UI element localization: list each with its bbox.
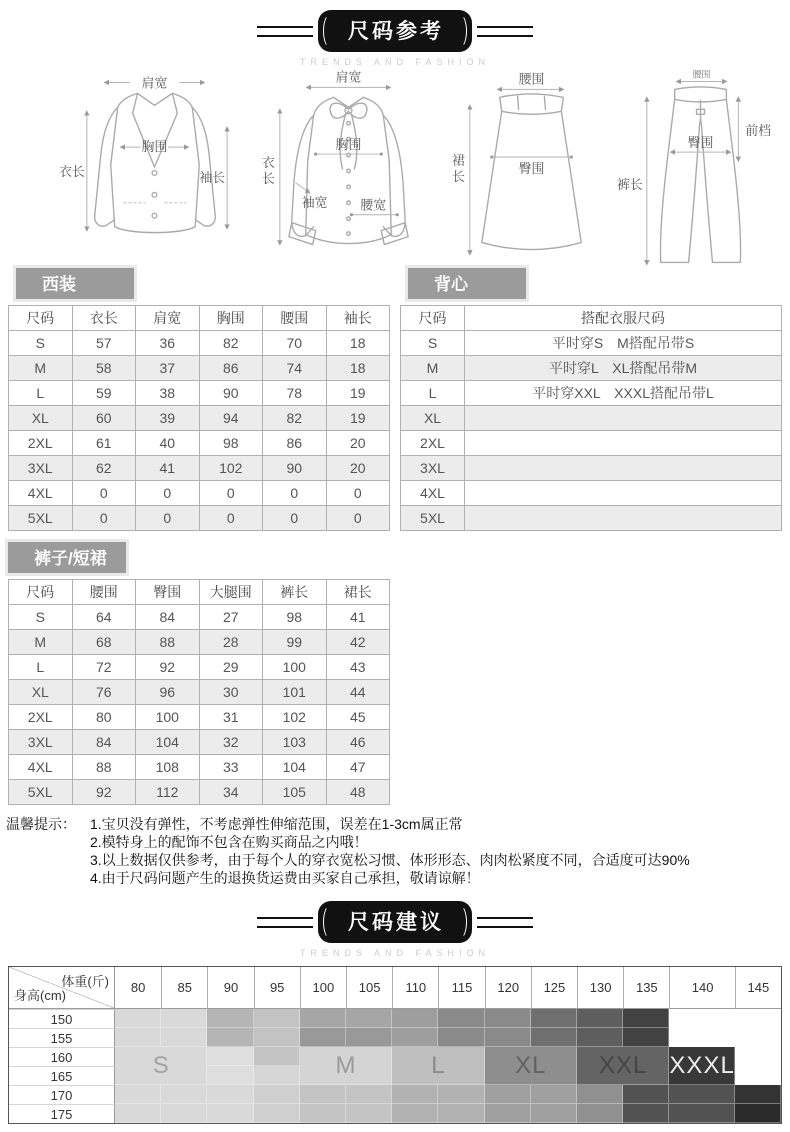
table-cell: 0	[263, 506, 327, 531]
banner-title: 尺码参考	[348, 20, 444, 43]
weight-column-header: 140	[669, 967, 734, 1009]
table-cell: 18	[326, 356, 390, 381]
weight-column-header: 115	[438, 967, 484, 1009]
table-cell: 103	[263, 730, 327, 755]
suit-table-title: 西装	[13, 265, 137, 302]
size-zone-cell	[207, 1104, 253, 1123]
size-reference-banner	[0, 10, 790, 52]
weight-column-header: 120	[485, 967, 531, 1009]
table-cell: 2XL	[9, 431, 73, 456]
table-cell: 29	[199, 655, 263, 680]
table-cell: 40	[136, 431, 200, 456]
table-cell: 19	[326, 381, 390, 406]
tip-line: 3.以上数据仅供参考，由于每个人的穿衣宽松习惯、体形形态、肉肉松紧度不同，合适度可达90%	[90, 852, 690, 868]
blazer-chest-label: 胸围	[141, 139, 168, 155]
table-cell: L	[9, 655, 73, 680]
size-zone-cell	[161, 1009, 207, 1028]
size-zone-cell	[207, 1028, 253, 1047]
table-cell: 37	[136, 356, 200, 381]
size-zone-cell	[392, 1009, 438, 1028]
weight-column-header: 125	[531, 967, 577, 1009]
size-zone-cell	[669, 1009, 734, 1028]
table-header-row	[9, 306, 390, 331]
blouse-diagram	[252, 69, 446, 261]
size-zone-cell	[531, 1009, 577, 1028]
table-cell: 48	[326, 780, 390, 805]
table-cell	[465, 481, 782, 506]
table-cell: 88	[72, 755, 136, 780]
table-cell: XL	[9, 406, 73, 431]
blouse-length-char-2: 长	[261, 170, 275, 186]
table-row	[9, 680, 390, 705]
table-cell: 0	[326, 506, 390, 531]
column-header: 尺码	[401, 306, 465, 331]
table-row	[9, 780, 390, 805]
table-cell: 20	[326, 431, 390, 456]
size-zone-cell	[623, 1085, 669, 1104]
table-cell: 64	[72, 605, 136, 630]
weight-column-header: 145	[735, 967, 781, 1009]
column-header: 肩宽	[136, 306, 200, 331]
warm-tips	[6, 815, 790, 887]
column-header: 大腿围	[199, 580, 263, 605]
size-band-label: XXXL	[669, 1047, 734, 1085]
size-zone-cell	[207, 1085, 253, 1104]
table-row	[9, 730, 390, 755]
table-cell: 100	[263, 655, 327, 680]
table-row	[9, 481, 390, 506]
table-cell: 3XL	[9, 730, 73, 755]
table-cell: 46	[326, 730, 390, 755]
axis-corner-cell	[9, 967, 115, 1009]
pants-diagram	[615, 69, 784, 269]
size-zone-cell	[735, 1104, 781, 1123]
table-cell: 60	[72, 406, 136, 431]
table-cell: 96	[136, 680, 200, 705]
weight-column-header: 80	[115, 967, 161, 1009]
column-header: 腰围	[72, 580, 136, 605]
size-zone-cell	[346, 1028, 392, 1047]
table-cell: 105	[263, 780, 327, 805]
table-cell: 84	[72, 730, 136, 755]
suit-size-table	[8, 305, 390, 531]
size-zone-cell	[438, 1028, 484, 1047]
weight-column-header: 105	[346, 967, 392, 1009]
table-cell: 72	[72, 655, 136, 680]
size-zone-cell	[438, 1085, 484, 1104]
size-band-label: XL	[485, 1047, 577, 1085]
table-cell: 41	[326, 605, 390, 630]
pants-front-rise-label: 前档	[745, 123, 772, 139]
table-row	[9, 356, 390, 381]
table-cell: 36	[136, 331, 200, 356]
size-zone-cell	[577, 1085, 623, 1104]
table-cell: 104	[136, 730, 200, 755]
table-cell: 92	[72, 780, 136, 805]
blouse-waist-width-label: 腰宽	[360, 197, 387, 213]
blazer-sleeve-label: 袖长	[199, 169, 226, 185]
table-row	[9, 506, 390, 531]
size-band-label: XXL	[577, 1047, 669, 1085]
table-cell: 34	[199, 780, 263, 805]
table-row	[9, 431, 390, 456]
table-cell: L	[9, 381, 73, 406]
table-cell: 39	[136, 406, 200, 431]
table-row	[401, 406, 782, 431]
skirt-diagram	[446, 69, 615, 261]
size-band-label: L	[392, 1047, 484, 1085]
table-cell: 86	[263, 431, 327, 456]
size-zone-cell	[669, 1028, 734, 1047]
size-zone-cell	[485, 1085, 531, 1104]
pants-hip-label: 臀围	[687, 135, 714, 151]
size-zone-cell	[115, 1085, 161, 1104]
table-row	[401, 506, 782, 531]
table-row	[9, 406, 390, 431]
column-header: 尺码	[9, 580, 73, 605]
table-cell: 98	[263, 605, 327, 630]
table-cell: 42	[326, 630, 390, 655]
table-cell: 4XL	[9, 481, 73, 506]
pants-length-label: 裤长	[616, 176, 643, 192]
blazer-diagram	[58, 69, 252, 257]
table-cell: 4XL	[9, 755, 73, 780]
table-cell: 0	[72, 506, 136, 531]
warm-tips-label: 温馨提示：	[6, 816, 76, 832]
table-cell: 41	[136, 456, 200, 481]
size-zone-cell	[485, 1028, 531, 1047]
blouse-sleeve-width-label: 袖宽	[301, 194, 328, 210]
size-zone-cell	[485, 1104, 531, 1123]
size-zone-cell	[392, 1028, 438, 1047]
table-cell: 90	[263, 456, 327, 481]
table-cell: 80	[72, 705, 136, 730]
table-cell: 4XL	[401, 481, 465, 506]
table-cell: 59	[72, 381, 136, 406]
banner-rule-right	[477, 917, 533, 928]
table-cell: 99	[263, 630, 327, 655]
table-cell: 3XL	[401, 456, 465, 481]
blazer-shoulder-label: 肩宽	[141, 75, 168, 91]
banner-title: 尺码建议	[348, 911, 444, 934]
size-zone-cell	[115, 1028, 161, 1047]
table-cell: M	[401, 356, 465, 381]
table-row	[9, 630, 390, 655]
table-row	[401, 331, 782, 356]
banner-rule-right	[477, 26, 533, 37]
table-cell: 98	[199, 431, 263, 456]
table-cell: 43	[326, 655, 390, 680]
size-zone-cell	[115, 1104, 161, 1123]
size-zone-cell	[254, 1085, 300, 1104]
banner-subtitle: TRENDS AND FASHION	[299, 57, 490, 67]
table-cell: M	[9, 630, 73, 655]
table-cell: 0	[263, 481, 327, 506]
height-row-header: 170	[9, 1085, 115, 1104]
table-cell: 61	[72, 431, 136, 456]
size-zone-cell	[254, 1104, 300, 1123]
table-cell: 82	[263, 406, 327, 431]
table-cell: 57	[72, 331, 136, 356]
size-zone-cell	[346, 1085, 392, 1104]
column-header: 裙长	[326, 580, 390, 605]
table-cell: 33	[199, 755, 263, 780]
table-cell: 5XL	[9, 780, 73, 805]
size-zone-cell	[577, 1009, 623, 1028]
size-zone-cell	[531, 1085, 577, 1104]
size-zone-cell	[392, 1085, 438, 1104]
weight-column-header: 110	[392, 967, 438, 1009]
size-zone-cell	[346, 1104, 392, 1123]
table-row	[401, 481, 782, 506]
weight-column-header: 95	[254, 967, 300, 1009]
size-zone-cell	[669, 1104, 734, 1123]
weight-axis-label: 体重(斤)	[61, 974, 109, 989]
size-zone-cell	[531, 1028, 577, 1047]
size-zone-cell	[300, 1009, 346, 1028]
skirt-hip-label: 臀围	[518, 160, 545, 176]
weight-column-header: 135	[623, 967, 669, 1009]
banner-rule-left	[257, 26, 313, 37]
weight-column-header: 100	[300, 967, 346, 1009]
size-zone-cell	[207, 1009, 253, 1028]
table-header-row	[401, 306, 782, 331]
size-zone-cell	[531, 1104, 577, 1123]
blouse-shoulder-label: 肩宽	[335, 69, 362, 85]
table-cell: 5XL	[9, 506, 73, 531]
size-band-label: S	[115, 1047, 207, 1085]
table-cell: 28	[199, 630, 263, 655]
bottoms-table-section	[0, 531, 790, 805]
table-cell: 0	[199, 506, 263, 531]
table-cell: 102	[263, 705, 327, 730]
table-cell: 平时穿S M搭配吊带S	[465, 331, 782, 356]
table-row	[401, 431, 782, 456]
size-zone-cell	[254, 1047, 300, 1066]
table-cell: 30	[199, 680, 263, 705]
size-zone-cell	[207, 1066, 253, 1085]
size-zone-cell	[161, 1028, 207, 1047]
table-cell: 94	[199, 406, 263, 431]
size-suggestion-banner	[0, 901, 790, 943]
height-weight-size-chart	[8, 966, 782, 1124]
size-zone-cell	[346, 1009, 392, 1028]
size-zone-cell	[623, 1104, 669, 1123]
size-zone-cell	[485, 1009, 531, 1028]
table-row	[401, 381, 782, 406]
table-cell: 0	[326, 481, 390, 506]
table-cell: 101	[263, 680, 327, 705]
table-cell: 62	[72, 456, 136, 481]
table-cell: XL	[401, 406, 465, 431]
table-row	[9, 705, 390, 730]
banner-title-plaque	[318, 901, 472, 943]
table-cell: 88	[136, 630, 200, 655]
size-zone-cell	[735, 1085, 781, 1104]
bottoms-size-table	[8, 579, 390, 805]
column-header: 尺码	[9, 306, 73, 331]
table-cell: 2XL	[9, 705, 73, 730]
size-zone-cell	[254, 1028, 300, 1047]
table-cell	[465, 431, 782, 456]
table-cell: 47	[326, 755, 390, 780]
column-header: 腰围	[263, 306, 327, 331]
height-row-header: 150	[9, 1009, 115, 1028]
banner-title-plaque	[318, 10, 472, 52]
size-zone-cell	[161, 1085, 207, 1104]
table-cell: XL	[9, 680, 73, 705]
table-row	[9, 605, 390, 630]
table-row	[9, 331, 390, 356]
table-cell: 100	[136, 705, 200, 730]
table-cell: S	[9, 605, 73, 630]
size-band-label: M	[300, 1047, 392, 1085]
vest-table-title: 背心	[405, 265, 529, 302]
pants-waist-label: 腰围	[692, 69, 711, 80]
table-cell: 0	[136, 506, 200, 531]
column-header: 胸围	[199, 306, 263, 331]
table-cell: S	[401, 331, 465, 356]
size-zone-cell	[115, 1009, 161, 1028]
banner-rule-left	[257, 917, 313, 928]
bottoms-table-title: 裤子/短裙	[5, 539, 129, 576]
weight-column-header: 130	[577, 967, 623, 1009]
table-cell: 0	[199, 481, 263, 506]
table-cell: 112	[136, 780, 200, 805]
table-cell	[465, 406, 782, 431]
size-zone-cell	[300, 1028, 346, 1047]
table-cell: 20	[326, 456, 390, 481]
table-cell: 82	[199, 331, 263, 356]
table-cell: 3XL	[9, 456, 73, 481]
table-cell: 76	[72, 680, 136, 705]
size-zone-cell	[577, 1028, 623, 1047]
table-cell: 102	[199, 456, 263, 481]
table-cell: 45	[326, 705, 390, 730]
size-zone-cell	[392, 1104, 438, 1123]
size-zone-cell	[623, 1028, 669, 1047]
skirt-length-char-2: 长	[451, 168, 465, 184]
blouse-chest-label: 胸围	[335, 137, 362, 153]
blazer-length-label: 衣长	[58, 163, 85, 179]
weight-column-header: 85	[161, 967, 207, 1009]
table-cell: L	[401, 381, 465, 406]
table-row	[9, 456, 390, 481]
size-zone-cell	[254, 1009, 300, 1028]
table-cell: 平时穿XXL XXXL搭配吊带L	[465, 381, 782, 406]
table-cell	[465, 456, 782, 481]
table-cell: 108	[136, 755, 200, 780]
column-header: 袖长	[326, 306, 390, 331]
table-cell: 78	[263, 381, 327, 406]
size-zone-cell	[300, 1104, 346, 1123]
size-zone-cell	[669, 1085, 734, 1104]
table-cell: 90	[199, 381, 263, 406]
table-row	[401, 456, 782, 481]
size-zone-cell	[735, 1028, 781, 1047]
table-row	[9, 381, 390, 406]
size-zone-cell	[577, 1104, 623, 1123]
size-zone-cell	[254, 1066, 300, 1085]
column-header: 衣长	[72, 306, 136, 331]
tip-line: 1.宝贝没有弹性，不考虑弹性伸缩范围，误差在1-3cm属正常	[90, 816, 463, 832]
height-row-header: 155	[9, 1028, 115, 1047]
tip-line: 2.模特身上的配饰不包含在购买商品之内哦！	[90, 834, 368, 850]
height-axis-label: 身高(cm)	[14, 988, 66, 1003]
size-zone-cell	[300, 1085, 346, 1104]
table-cell: 68	[72, 630, 136, 655]
size-zone-cell	[207, 1047, 253, 1066]
skirt-waist-label: 腰围	[518, 71, 545, 87]
table-cell: 74	[263, 356, 327, 381]
garment-diagrams	[0, 67, 790, 261]
weight-column-header: 90	[207, 967, 253, 1009]
table-cell	[465, 506, 782, 531]
size-zone-cell	[735, 1047, 781, 1066]
table-cell: 38	[136, 381, 200, 406]
column-header: 裤长	[263, 580, 327, 605]
tip-line: 4.由于尺码问题产生的退换货运费由买家自己承担，敬请谅解！	[90, 870, 480, 886]
table-row	[9, 755, 390, 780]
table-cell: 70	[263, 331, 327, 356]
table-cell: 104	[263, 755, 327, 780]
table-cell: 2XL	[401, 431, 465, 456]
table-cell: 19	[326, 406, 390, 431]
table-cell: 44	[326, 680, 390, 705]
table-row	[9, 655, 390, 680]
table-cell: 平时穿L XL搭配吊带M	[465, 356, 782, 381]
table-cell: 58	[72, 356, 136, 381]
table-cell: 5XL	[401, 506, 465, 531]
size-zone-cell	[438, 1104, 484, 1123]
table-row	[401, 356, 782, 381]
blouse-length-char-1: 衣	[261, 154, 275, 170]
size-zone-cell	[623, 1009, 669, 1028]
height-row-header: 160	[9, 1047, 115, 1066]
table-cell: 92	[136, 655, 200, 680]
size-zone-cell	[735, 1009, 781, 1028]
table-cell: 0	[72, 481, 136, 506]
table-cell: S	[9, 331, 73, 356]
table-cell: 18	[326, 331, 390, 356]
height-row-header: 165	[9, 1066, 115, 1085]
table-cell: 31	[199, 705, 263, 730]
table-cell: 32	[199, 730, 263, 755]
size-zone-cell	[161, 1104, 207, 1123]
vest-size-table	[400, 305, 782, 531]
table-cell: 86	[199, 356, 263, 381]
size-zone-cell	[438, 1009, 484, 1028]
size-zone-cell	[735, 1066, 781, 1085]
skirt-length-char-1: 裙	[451, 153, 465, 168]
table-cell: M	[9, 356, 73, 381]
column-header: 搭配衣服尺码	[465, 306, 782, 331]
upper-tables-row	[0, 261, 790, 531]
banner-subtitle: TRENDS AND FASHION	[299, 948, 490, 958]
table-cell: 84	[136, 605, 200, 630]
table-cell: 0	[136, 481, 200, 506]
table-cell: 27	[199, 605, 263, 630]
column-header: 臀围	[136, 580, 200, 605]
height-row-header: 175	[9, 1104, 115, 1123]
table-header-row	[9, 580, 390, 605]
